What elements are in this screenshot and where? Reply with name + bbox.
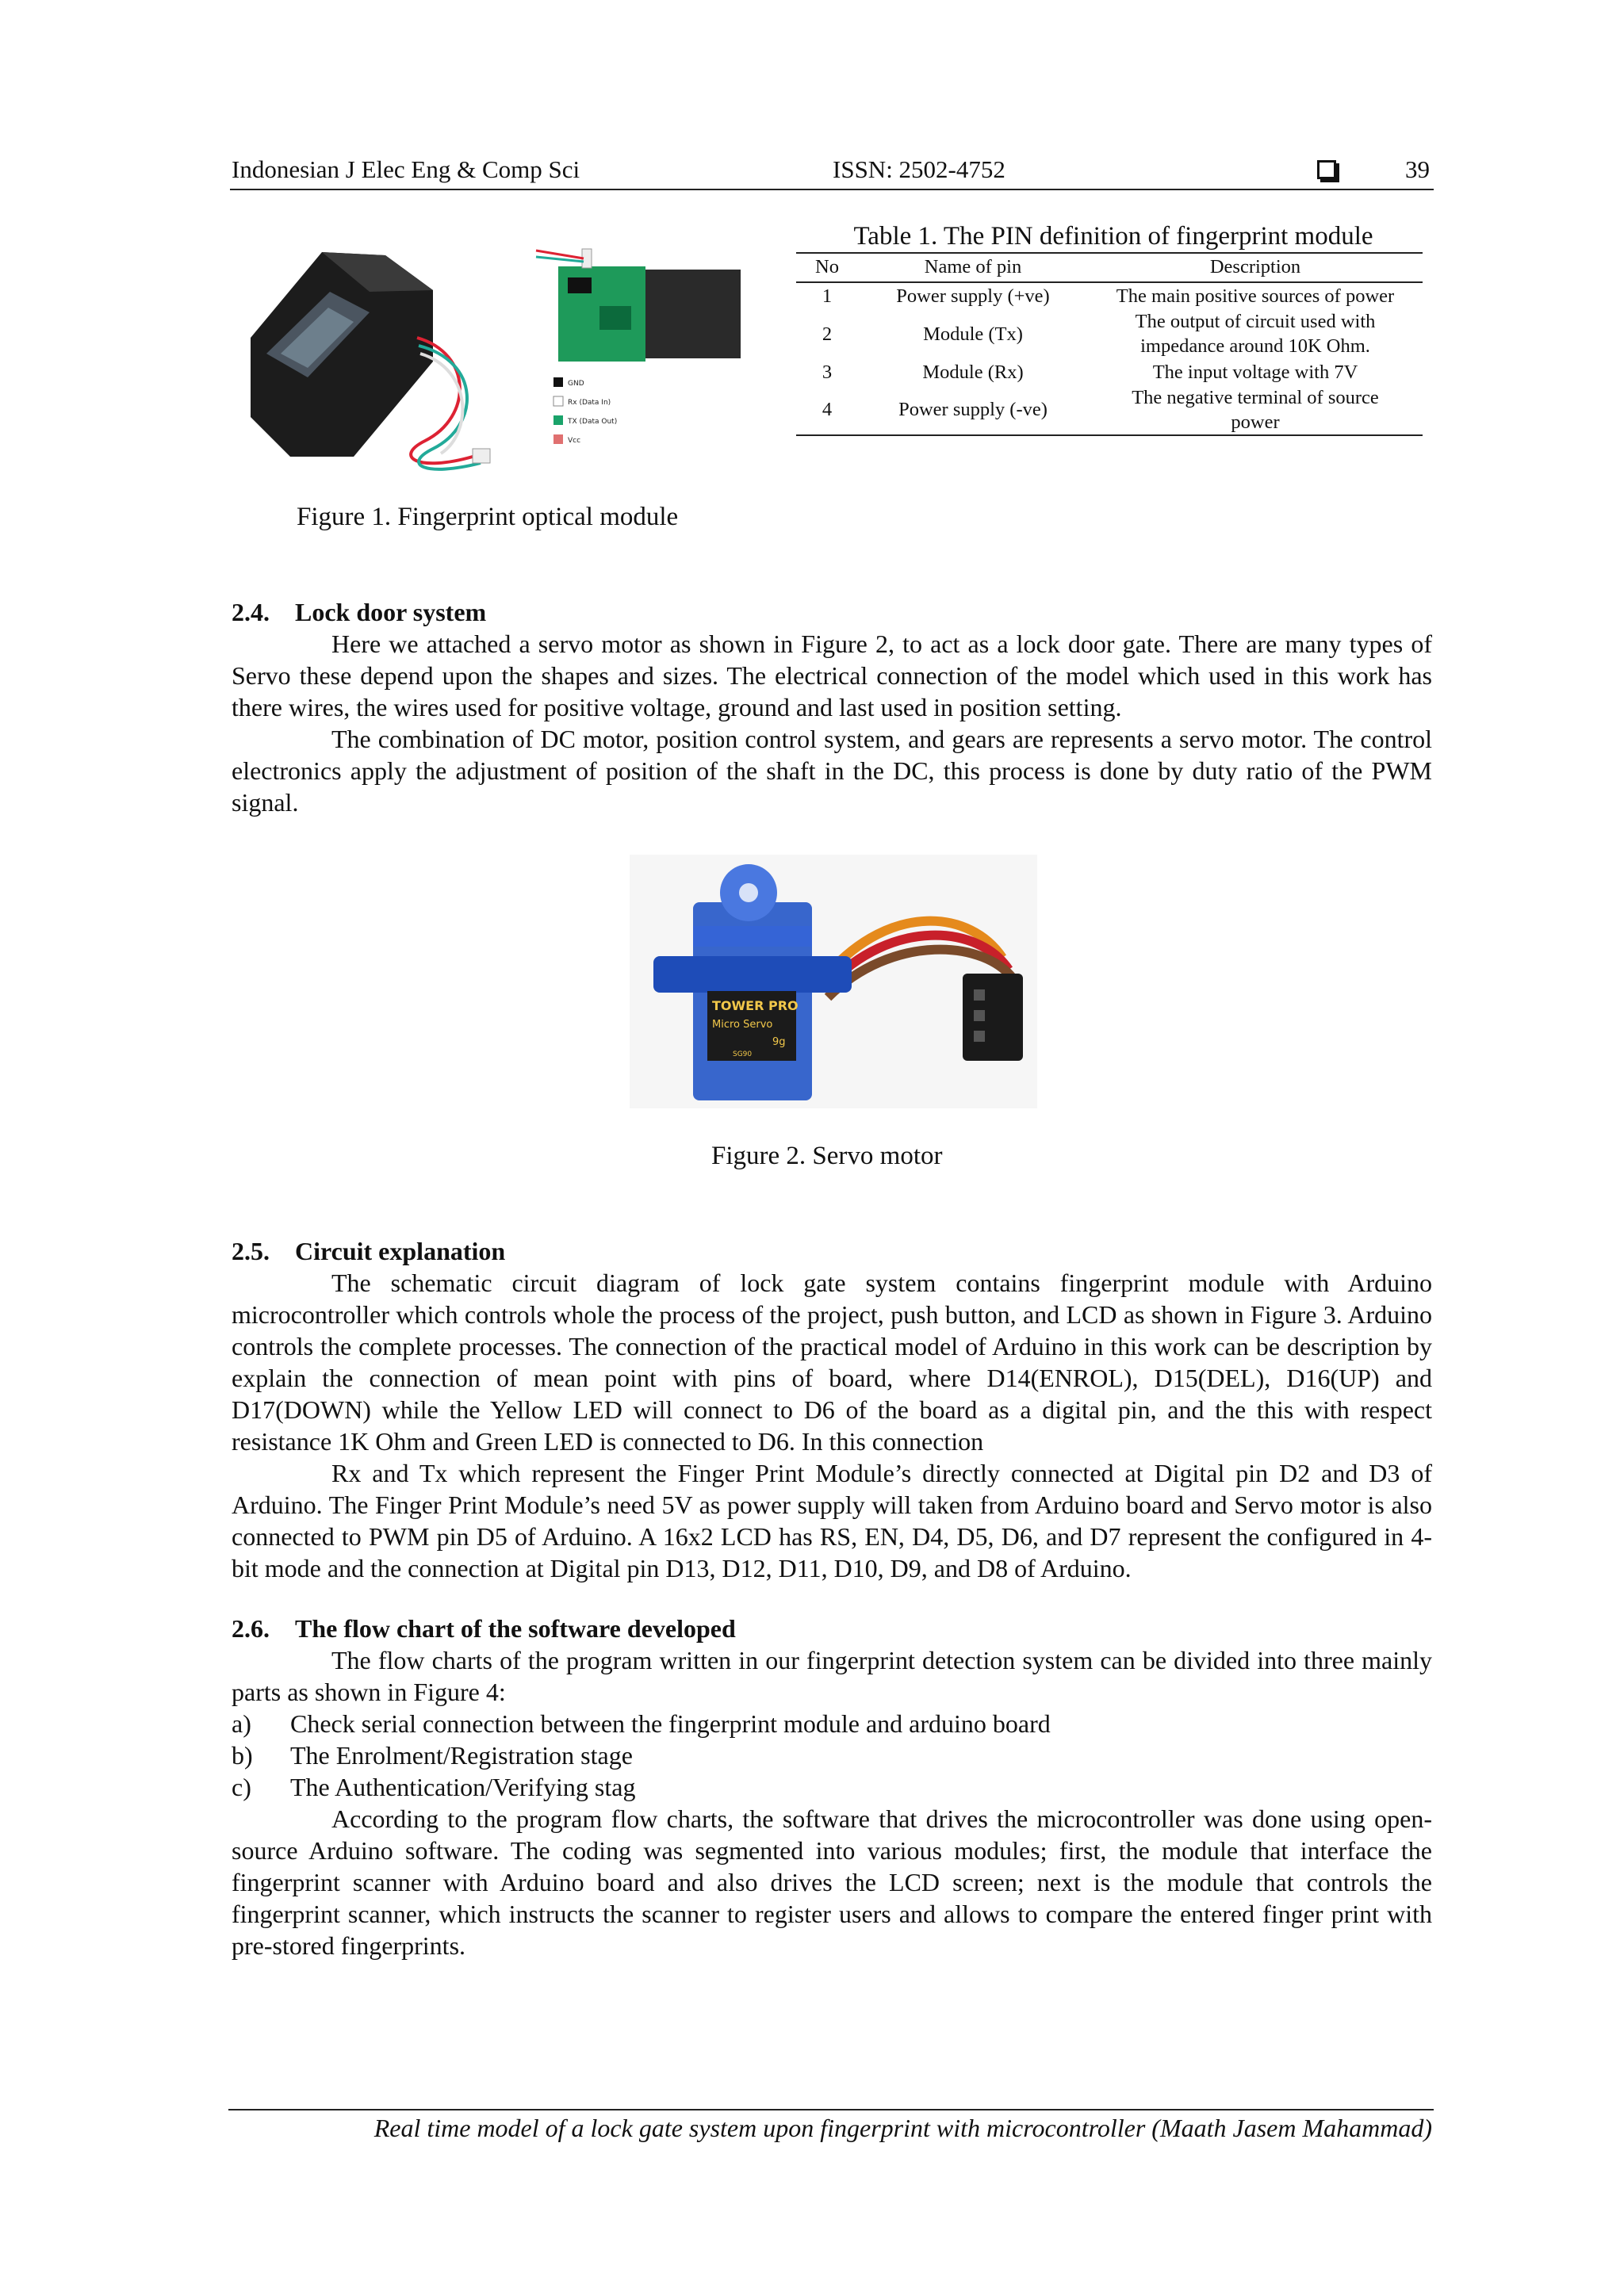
list-item-text: The Enrolment/Registration stage [290,1741,633,1770]
table-row [796,310,1423,358]
section-title: Lock door system [295,598,487,626]
legend-rx: Rx (Data In) [568,399,611,407]
cell-description: The output of circuit used with impedance around 10K Ohm. [1135,311,1376,357]
figure-1-image [235,219,742,482]
servo-motor-illustration [630,855,1037,1108]
footer-rule [228,2109,1434,2110]
pin-table [796,252,1423,436]
legend-tx: TX (Data Out) [568,418,618,426]
page-number: 39 [1405,155,1430,183]
section-2-4 [232,596,1432,818]
servo-brand-label: TOWER PRO [712,998,799,1013]
section-number: 2.5. [232,1237,270,1265]
cell-name: Module (Rx) [922,361,1024,383]
list-marker: a) [232,1709,251,1738]
fingerprint-module-illustration [235,219,742,482]
list-item [232,1771,1432,1803]
cell-no: 4 [796,386,858,435]
list-item [232,1708,1432,1739]
section-heading [232,596,1432,628]
paragraph: According to the program flow charts, the software that drives the microcontroller was done using open-source Arduino software. The coding was segmented into various modules; first, the module that interface the fingerprint scanner with Arduino board and also drives the LCD screen; next is the module that controls the fingerprint scanner, which instructs the scanner to register users and allows to compare the entered finger print with pre-stored fingerprints. [232,1804,1432,1960]
cell-name: Power supply (+ve) [896,285,1050,307]
figure-2-image [630,855,1037,1108]
paragraph: Here we attached a servo motor as shown in Figure 2, to act as a lock door gate. There are many types of Servo these depend upon the shapes and sizes. The electrical connection of the model which used in this work has there wires, the wires used for positive voltage, ground and last used in position setting. [232,629,1432,721]
list-item [232,1739,1432,1771]
servo-part-label: SG90 [733,1050,753,1058]
cell-description: The negative terminal of source power [1088,386,1423,435]
paragraph: Rx and Tx which represent the Finger Print Module’s directly connected at Digital pin D2 and D3 of Arduino. The Finger Print Module’s need 5V as power supply will taken from Arduino board and Servo motor is also connected to PWM pin D5 of Arduino. A 16x2 LCD has RS, EN, D4, D5, D6, and D7 represent the configured in 4-bit mode and the connection at Digital pin D13, D12, D11, D10, D9, and D8 of Arduino. [232,1459,1432,1582]
col-header-no: No [796,253,858,282]
section-title: Circuit explanation [295,1237,506,1265]
paragraph: The schematic circuit diagram of lock gate system contains fingerprint module with Arduino microcontroller which controls whole the process of the project, push button, and LCD as shown in Figure 3. Arduino controls the complete processes. The connection of the practical model of Arduino in this work can be description by explain the connection of mean point with pins of board, where D14(ENROL), D15(DEL), D16(UP) and D17(DOWN) while the Yellow LED will connect to D6 of the board as a digital pin, and the this with respect resistance 1K Ohm and Green LED is connected to D6. In this connection [232,1269,1432,1456]
cell-description: The input voltage with 7V [1152,361,1358,383]
table-1-title: Table 1. The PIN definition of fingerprint module [853,222,1373,251]
servo-code-label: 9g [772,1036,786,1048]
col-header-description: Description [1088,253,1423,282]
legend-vcc: Vcc [568,437,581,445]
servo-model-label: Micro Servo [712,1019,773,1031]
paragraph: The combination of DC motor, position control system, and gears are represents a servo motor. The control electronics apply the adjustment of position of the shaft in the DC, this process is done by duty ratio of the PWM signal. [232,725,1432,817]
section-number: 2.4. [232,598,270,626]
checkbox-icon [1317,160,1336,179]
list-item-text: Check serial connection between the fingerprint module and arduino board [290,1709,1051,1738]
table-row [796,386,1423,435]
cell-description: The main positive sources of power [1116,285,1395,307]
section-heading [232,1613,1432,1644]
table-header-row [796,253,1423,282]
list-marker: b) [232,1741,253,1770]
section-heading [232,1235,1432,1267]
list-marker: c) [232,1773,251,1801]
list-item-text: The Authentication/Verifying stag [290,1773,636,1801]
cell-no: 3 [822,361,833,383]
figure-2-caption: Figure 2. Servo motor [711,1142,943,1170]
cell-no: 2 [822,323,833,345]
col-header-name: Name of pin [858,253,1088,282]
table-row [796,282,1423,311]
paragraph: The flow charts of the program written in our fingerprint detection system can be divided into three mainly parts as shown in Figure 4: [232,1646,1432,1706]
figure-1-caption: Figure 1. Fingerprint optical module [297,503,679,531]
cell-no: 1 [822,285,833,307]
header-rule [230,189,1434,190]
section-2-5 [232,1235,1432,1584]
issn: ISSN: 2502-4752 [833,155,1005,183]
cell-name: Module (Tx) [923,323,1023,345]
section-number: 2.6. [232,1614,270,1643]
running-footer: Real time model of a lock gate system upon fingerprint with microcontroller (Maath Jasem Mahammad) [373,2114,1432,2142]
section-title: The flow chart of the software developed [295,1614,736,1643]
section-2-6 [232,1613,1432,1961]
journal-name: Indonesian J Elec Eng & Comp Sci [232,155,580,183]
cell-name: Power supply (-ve) [858,386,1088,435]
stage-list [232,1708,1432,1803]
legend-gnd: GND [568,380,584,388]
table-row [796,359,1423,387]
